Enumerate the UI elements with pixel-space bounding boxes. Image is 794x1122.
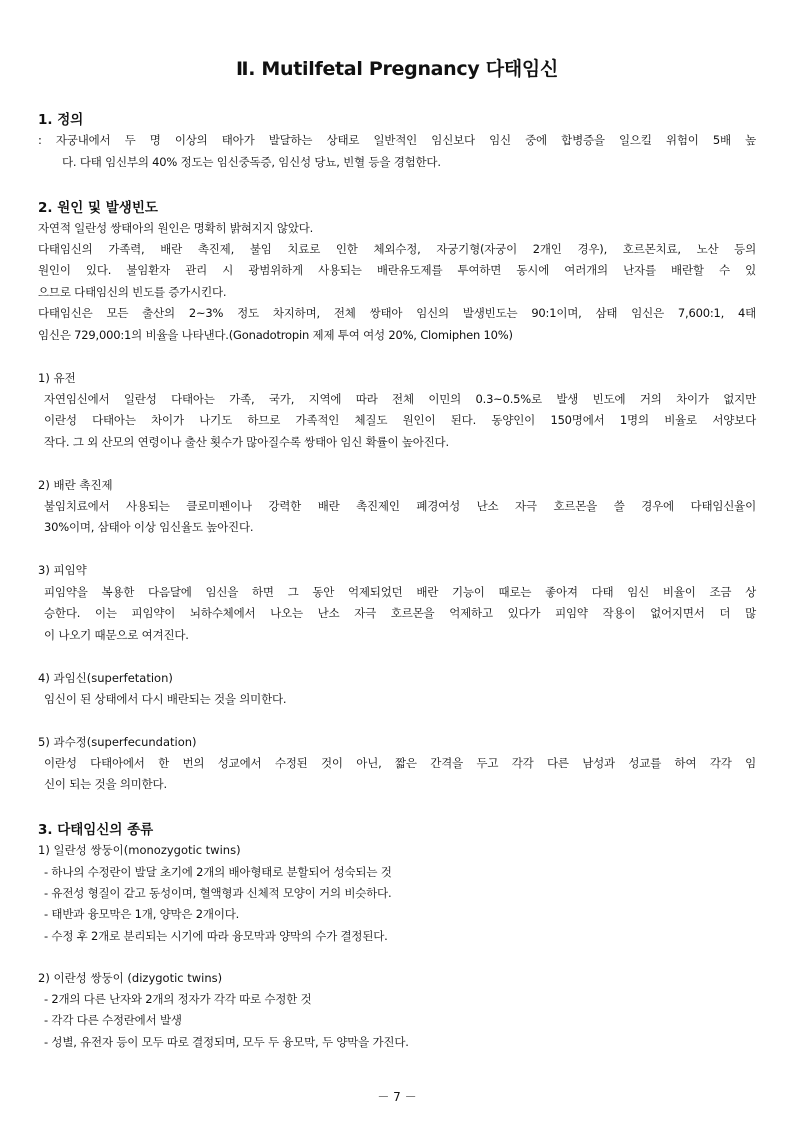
subsection-heredity-heading: 1) 유전 (38, 371, 76, 385)
section-2-line-2: 다태임신의 가족력, 배란 촉진제, 불임 치료로 인한 체외수정, 자궁기형(자궁이 2개인 경우), 호르몬치료, 노산 등의 (38, 242, 756, 256)
dizygotic-item-2: - 각각 다른 수정란에서 발생 (44, 1013, 182, 1027)
heredity-line-2: 이란성 다태아는 차이가 나기도 하므로 가족적인 체질도 원인이 된다. 동양인이 150명에서 1명의 비율로 서양보다 (44, 413, 756, 427)
subsection-contraceptive-heading: 3) 피임약 (38, 563, 87, 577)
page-title: Ⅱ. Mutilfetal Pregnancy 다태임신 (235, 58, 558, 80)
ovulation-line-1: 불임치료에서 사용되는 클로미펜이나 강력한 배란 촉진제인 폐경여성 난소 자극 호르몬을 쓸 경우에 다태임신율이 (44, 499, 756, 513)
monozygotic-item-3: - 태반과 융모막은 1개, 양막은 2개이다. (44, 907, 240, 921)
page-number: － 7 － (377, 1090, 417, 1104)
ovulation-line-2: 30%이며, 삼태아 이상 임신율도 높아진다. (44, 520, 254, 534)
monozygotic-heading: 1) 일란성 쌍둥이(monozygotic twins) (38, 843, 241, 857)
superfetation-line-1: 임신이 된 상태에서 다시 배란되는 것을 의미한다. (44, 692, 287, 706)
section-2-line-1: 자연적 일란성 쌍태아의 원인은 명확히 밝혀지지 않았다. (38, 221, 314, 235)
dizygotic-heading: 2) 이란성 쌍둥이 (dizygotic twins) (38, 971, 223, 985)
section-1-heading: 1. 정의 (38, 112, 84, 128)
dizygotic-item-3: - 성별, 유전자 등이 모두 따로 결정되며, 모두 두 융모막, 두 양막을 가진다. (44, 1035, 409, 1049)
subsection-ovulation-heading: 2) 배란 촉진제 (38, 478, 113, 492)
superfecundation-line-2: 신이 되는 것을 의미한다. (44, 777, 167, 791)
contraceptive-line-1: 피임약을 복용한 다음달에 임신을 하면 그 동안 억제되었던 배란 기능이 때로는 좋아져 다태 임신 비율이 조금 상 (44, 585, 756, 599)
subsection-superfecundation-heading: 5) 과수정(superfecundation) (38, 735, 197, 749)
subsection-superfetation-heading: 4) 과임신(superfetation) (38, 671, 173, 685)
contraceptive-line-2: 승한다. 이는 피임약이 뇌하수체에서 나오는 난소 자극 호르몬을 억제하고 있다가 피임약 작용이 없어지면서 더 많 (44, 606, 756, 620)
superfecundation-line-1: 이란성 다태아에서 한 번의 성교에서 수정된 것이 아닌, 짧은 간격을 두고 각각 다른 남성과 성교를 하여 각각 임 (44, 756, 756, 770)
section-2-line-5: 다태임신은 모든 출산의 2~3% 정도 차지하며, 전체 쌍태아 임신의 발생빈도는 90:1이며, 삼태 임신은 7,600:1, 4태 (38, 306, 756, 320)
monozygotic-item-4: - 수정 후 2개로 분리되는 시기에 따라 융모막과 양막의 수가 결정된다. (44, 929, 388, 943)
section-2-line-3: 원인이 있다. 불임환자 관리 시 광범위하게 사용되는 배란유도제를 투여하면 동시에 여러개의 난자를 배란할 수 있 (38, 263, 756, 277)
monozygotic-item-1: - 하나의 수정란이 발달 초기에 2개의 배아형태로 분할되어 성숙되는 것 (44, 865, 392, 879)
section-1-line-2: 다. 다태 임신부의 40% 정도는 임신중독증, 임신성 당뇨, 빈혈 등을 경험한다. (62, 155, 441, 169)
section-1-line-1: : 자궁내에서 두 명 이상의 태아가 발달하는 상태로 일반적인 임신보다 임신 중에 합병증을 일으킬 위험이 5배 높 (38, 133, 756, 147)
monozygotic-item-2: - 유전성 형질이 같고 동성이며, 혈액형과 신체적 모양이 거의 비슷하다. (44, 886, 392, 900)
dizygotic-item-1: - 2개의 다른 난자와 2개의 정자가 각각 따로 수정한 것 (44, 992, 312, 1006)
section-3-heading: 3. 다태임신의 종류 (38, 822, 154, 838)
heredity-line-1: 자연임신에서 일란성 다태아는 가족, 국가, 지역에 따라 전체 이민의 0.3~0.5%로 발생 빈도에 거의 차이가 없지만 (44, 392, 756, 406)
section-2-heading: 2. 원인 및 발생빈도 (38, 200, 158, 216)
section-2-line-6: 임신은 729,000:1의 비율을 나타낸다.(Gonadotropin 제제 투여 여성 20%, Clomiphen 10%) (38, 328, 513, 342)
section-2-line-4: 으므로 다태임신의 빈도를 증가시킨다. (38, 285, 227, 299)
contraceptive-line-3: 이 나오기 때문으로 여겨진다. (44, 628, 189, 642)
heredity-line-3: 작다. 그 외 산모의 연령이나 출산 횟수가 많아질수록 쌍태아 임신 확률이 높아진다. (44, 435, 449, 449)
